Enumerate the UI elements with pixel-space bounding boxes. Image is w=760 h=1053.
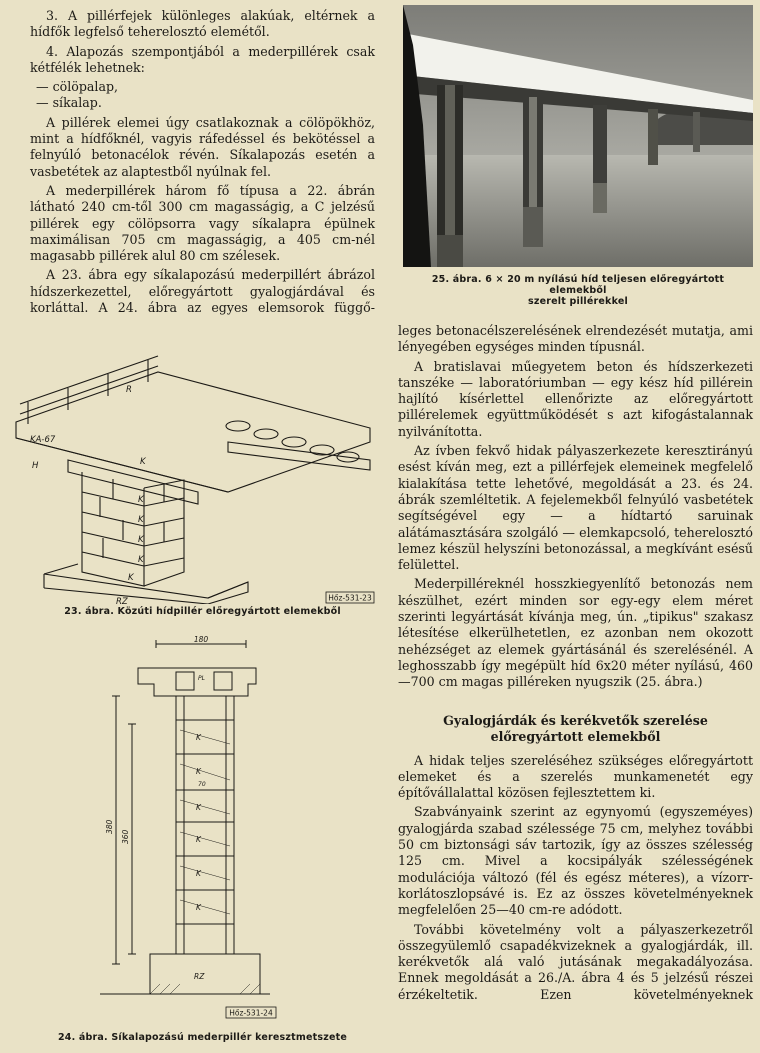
fig23-code: Hőz-531-23: [328, 593, 372, 603]
fig24-height-dim: 380: [105, 819, 114, 834]
list-item: — cölöpalap,: [36, 79, 119, 95]
paragraph: 4. Alapozás szempontjából a mederpillérek csak kétfélék lehetnek:: [30, 43, 375, 75]
pier-isometric-drawing: [8, 342, 378, 604]
fig23-label-r: R: [126, 385, 132, 395]
figure-23: [8, 342, 378, 604]
bridge-photo: [403, 5, 753, 267]
figure-24: [80, 634, 280, 1024]
paragraph: További követelmény volt a pályaszerkezetről összegyülemlő csapadékvizeknek a gyalogjárdák, ill. kerékvetők alá való jutásának megakadályozása. Ennek megoldását a 26./A. ábra 4 és 5 jelzésű részei érzékeltetik. Ezen követelményeknek: [398, 921, 753, 1002]
section-heading-line2: előregyártott elemekből: [490, 728, 661, 744]
fig23-label-k: K: [138, 515, 144, 525]
paragraph: 3. A pillérfejek különleges alakúak, eltérnek a hídfők legfelső teherelosztó elemétől.: [30, 8, 375, 40]
bridge-photo-illustration: [403, 5, 753, 267]
figure-25-caption-line1: 25. ábra. 6 × 20 m nyílású híd teljesen előregyártott elemekből: [431, 274, 725, 296]
fig24-code: Hőz-531-24: [229, 1008, 273, 1018]
list-item: — síkalap.: [36, 95, 102, 111]
fig23-label-beam: KA-67: [30, 435, 56, 445]
figure-25-caption: [403, 274, 753, 307]
paragraph: Az ívben fekvő hidak pályaszerkezete keresztirányú esést kíván meg, ezt a pillérfejek elemeinek megfelelő kialakítása tette lehetővé, megoldását a 23. és 24. ábrák szemléltetik. A fejelemekből felnyúló vasbetétek segítségével egy — a hídtartó saruinak alátámasztására szolgáló — elemkapcsoló, teherelosztó lemez készül helyszíni betonozással, a megkívánt esésű felülettel.: [398, 443, 753, 573]
fig23-label-h: H: [32, 461, 39, 471]
paragraph: A hidak teljes szereléséhez szükséges előregyártott elemeket és a szerelés munkamenetét egy építővállalattal közösen fejlesztettem ki.: [398, 752, 753, 801]
section-heading-line1: Gyalogjárdák és kerékvetők szerelése: [443, 712, 708, 728]
fig24-label-k: K: [196, 803, 201, 812]
fig24-label-k: K: [196, 835, 201, 844]
paragraph: A mederpillérek három fő típusa a 22. ábrán látható 240 cm-től 300 cm magasságig, a C jelzésű pillérek egy cölöpsorra vagy síkalapra épülnek maximálisan 705 cm magasságig, a 405 cm-nél magasabb pillérek alul 80 cm szélesek.: [30, 182, 375, 264]
fig23-label-base: RZ: [116, 597, 128, 604]
paragraph: A bratislavai műegyetem beton és hídszerkezeti tanszéke — laboratóriumban — egy kész híd pillérein hajlító kísérlettel ellenőrizte az előregyártott pillérelemek együttműködését s azt kifogástalannak nyilvánította.: [398, 358, 753, 439]
fig23-label-k: K: [138, 535, 144, 545]
paragraph: Szabványaink szerint az egynyomú (egyszeméyes) gyalogjárda szabad szélessége 75 cm, melyhez további 50 cm biztonsági sáv tartozik, így az összes szélesség 125 cm. Mivel a kocsipályák szélességének modulációja változó (fél és egész méteres), a vízorr-korlátoszlopsávé is. Ez az összes követelményeknek megfelelően 25—40 cm-re adódott.: [398, 804, 753, 918]
fig23-label-k: K: [128, 573, 134, 583]
section-heading: [398, 713, 753, 745]
fig24-label-k: K: [196, 733, 201, 742]
paragraph: A pillérek elemei úgy csatlakoznak a cölöpökhöz, mint a hídfőknél, vagyis ráfedéssel és bekötéssel a felnyúló betonacélok révén. Síkalapozás esetén a vasbetétek az alaptestből nyúlnak fel.: [30, 114, 375, 179]
fig24-inner-dim: 360: [121, 829, 130, 844]
fig24-label-k: K: [196, 903, 201, 912]
fig23-label-k: K: [138, 495, 144, 505]
paragraph: A 23. ábra egy síkalapozású mederpillért ábrázol hídszerkezettel, előregyártott gyalogjárdával és korláttal. A 24. ábra az egyes elemsorok függő-: [30, 267, 375, 316]
pier-cross-section-drawing: [80, 634, 280, 1024]
fig23-label-k: K: [140, 457, 146, 467]
paragraph: Mederpilléreknél hosszkiegyenlítő betonozás nem készülhet, ezért minden sor egy-egy elem méret szerinti legyártását kívánja meg, ún. „tipikus" szakasz létesítése elkerülhetetlen, ez azonban nem okozott nehézséget az elemek gyártásánál és szerelésénél. A leghosszabb így megépült híd 6x20 méter nyílású, 460—700 cm magas pilléreken nyugszik (25. ábra.): [398, 576, 753, 690]
fig24-label-pl: PL: [198, 675, 205, 682]
fig24-top-dim: 180: [193, 635, 209, 644]
fig24-label-k: K: [196, 767, 201, 776]
fig24-label-base: RZ: [194, 972, 205, 981]
paragraph: leges betonacélszerelésének elrendezését mutatja, ami lényegében egységes minden típusnál.: [398, 323, 753, 355]
figure-24-caption: 24. ábra. Síkalapozású mederpillér keresztmetszete: [58, 1032, 347, 1043]
fig23-label-k: K: [138, 555, 144, 565]
figure-25-caption-line2: szerelt pillérekkel: [528, 296, 628, 307]
left-column: [30, 8, 375, 319]
figure-23-caption: 23. ábra. Közúti hídpillér előregyártott elemekből: [64, 606, 341, 617]
right-column: [398, 323, 753, 1006]
fig24-label-mid: 70: [198, 781, 206, 788]
fig24-label-k: K: [196, 869, 201, 878]
